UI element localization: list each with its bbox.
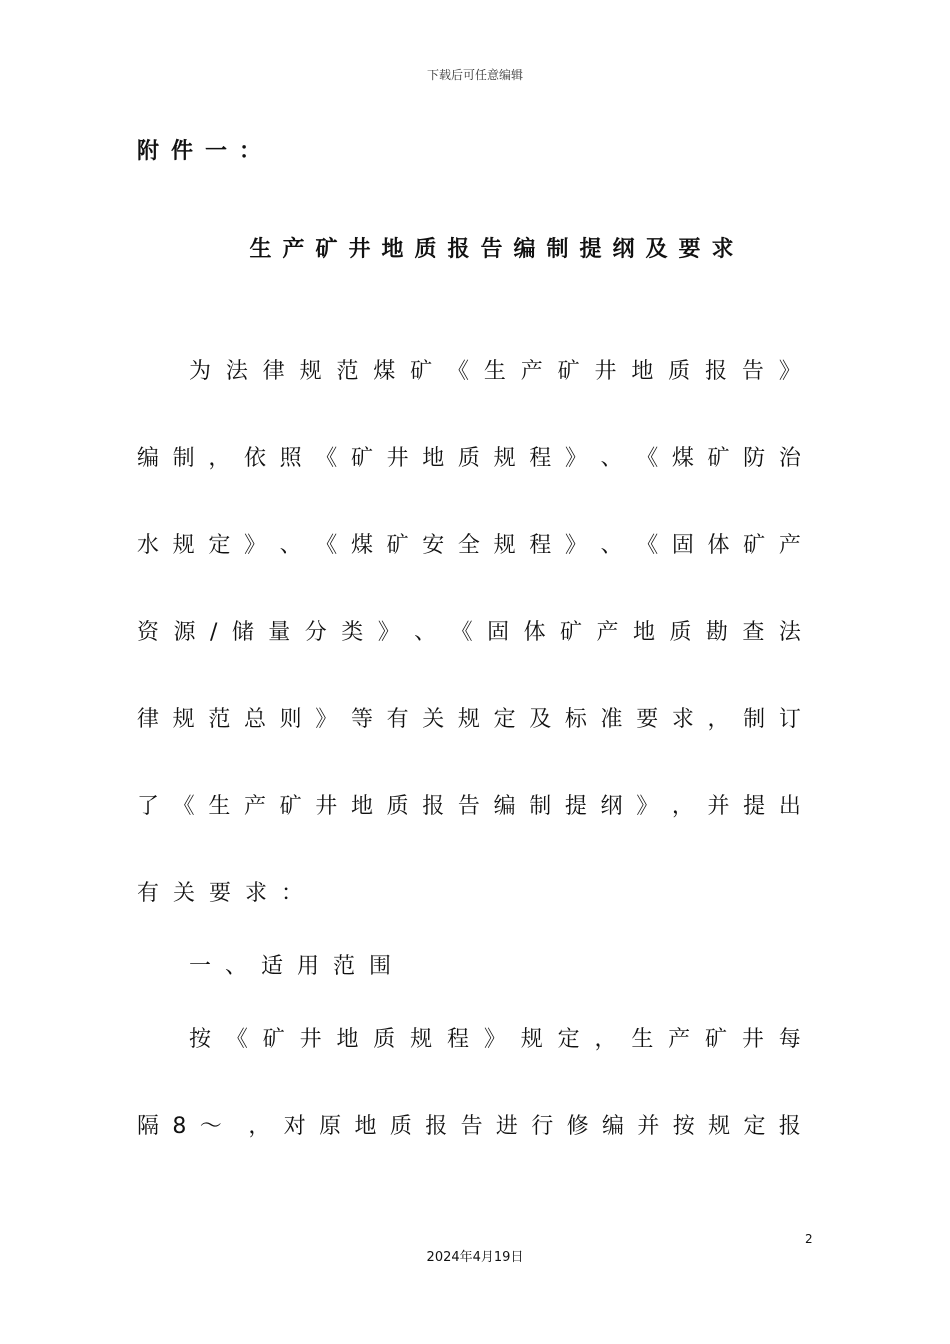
section-heading: 一、适用范围 xyxy=(189,954,406,979)
paragraph-line: 水 规 定 》 、 《 煤 矿 安 全 规 程 》 、 《 固 体 矿 产 xyxy=(137,533,801,558)
page-number: 2 xyxy=(805,1232,813,1246)
paragraph-line: 资 源 / 储 量 分 类 》 、 《 固 体 矿 产 地 质 勘 查 法 xyxy=(137,620,801,645)
paragraph-line: 了 《 生 产 矿 井 地 质 报 告 编 制 提 纲 》 ， 并 提 出 xyxy=(137,794,801,819)
header-note: 下载后可任意编辑 xyxy=(426,68,523,82)
footer-date: 2024年4月19日 xyxy=(426,1250,524,1265)
paragraph-line: 有关要求： xyxy=(137,881,318,906)
paragraph-line: 律 规 范 总 则 》 等 有 关 规 定 及 标 准 要 求 ， 制 订 xyxy=(137,707,801,732)
attachment-label: 附件一： xyxy=(137,139,274,164)
paragraph-line: 编 制 ， 依 照 《 矿 井 地 质 规 程 》 、 《 煤 矿 防 治 xyxy=(137,446,801,471)
document-title: 生产矿井地质报告编制提纲及要求 xyxy=(249,237,745,262)
paragraph-line: 隔 8 ～ ， 对 原 地 质 报 告 进 行 修 编 并 按 规 定 报 xyxy=(137,1114,801,1139)
paragraph-line: 按 《 矿 井 地 质 规 程 》 规 定 ， 生 产 矿 井 每 xyxy=(189,1027,801,1052)
paragraph-line: 为 法 律 规 范 煤 矿 《 生 产 矿 井 地 质 报 告 》 xyxy=(189,359,801,384)
